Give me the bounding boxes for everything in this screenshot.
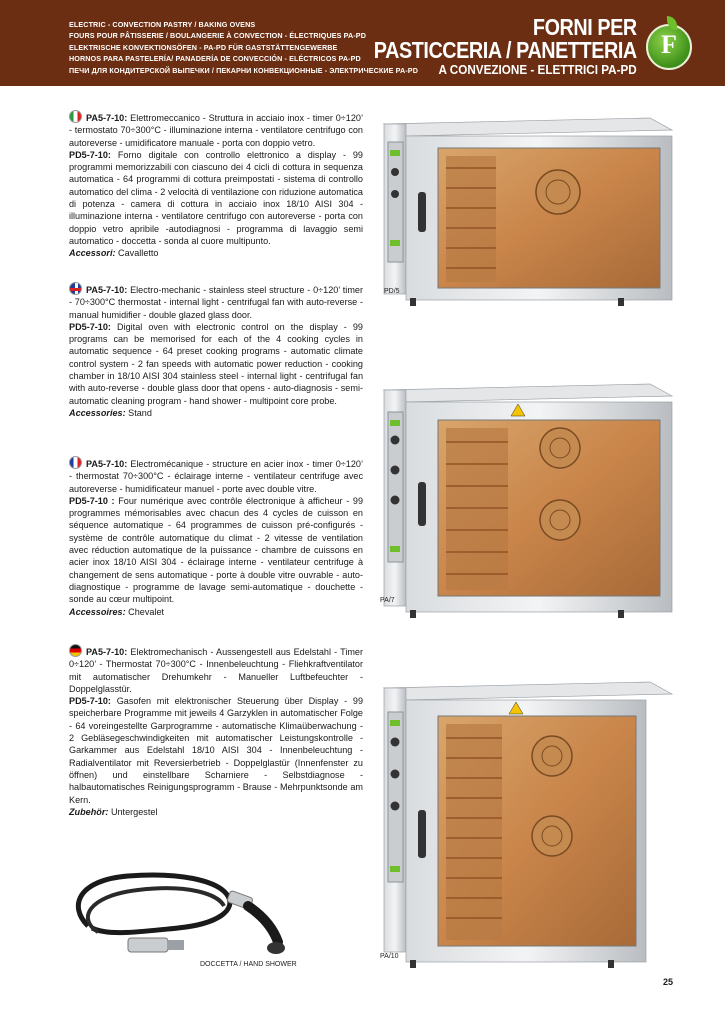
caption-oven-1: PD/5 — [384, 288, 400, 295]
pa-code: PA5-7-10: — [86, 113, 128, 123]
oven-pd5-image — [380, 112, 676, 308]
accessories-value: Chevalet — [128, 606, 165, 617]
pd-description: Gasofen mit elektronischer Steuerung über Display - 99 speicherbare Programme mit jeweils 4 Garzyklen in automatischer Folge - 64 voreingestellte Garprogramme - automatische Klimaüberwachung - 2 Gebläsegeschwindigkeiten mit automatischer Leistungskontrolle - Garkammer aus Edelstahl 18/10 AISI 304 - Innenbeleuchtung - Radialventilator mit Reversierbetrieb - Doppelglastür (Innenfenster zu öffnen) und einstellbare Scharniere - Selbstdiagnose - halbautomatisches Reinigungsprogramm - Brause - Mehrpunktsonde am Kern. — [69, 696, 364, 805]
pa-description: Elettromeccanico - Struttura in acciaio inox - timer 0÷120’ - termostato 70÷300°C - illuminazione interna - ventilatore centrifugo con autoreverse - umidificatore manuale - porta con doppio vetro. — [69, 113, 363, 148]
pa-code: PA5-7-10: — [86, 647, 128, 657]
title-line-1: FORNI PER — [533, 14, 637, 40]
germany-flag-icon — [69, 644, 82, 657]
pd-description: Digital oven with electronic control on the display - 99 programs can be memorised for each of the 4 cooking cycles in automatic sequence - 64 preset cooking programs - automatic climate control system - 2 fan speeds with automatic power reduction - cooking chamber in 18/10 AISI 304 stainless steel - internal light - centrifugal fan with auto-reverse - double glass door that opens - auto-diagnosis - semi-automatic cleaning program - hand shower - multipoint core probe. — [69, 321, 363, 406]
header-line: FOURS POUR PÂTISSERIE / BOULANGERIE À CONVECTION - ÉLECTRIQUES PA-PD — [69, 31, 366, 41]
title-line-3: A CONVEZIONE - ELETTRICI PA-PD — [438, 62, 637, 77]
accessories-value: Untergestel — [110, 806, 158, 817]
brand-logo — [646, 24, 692, 70]
accessories-value: Stand — [128, 407, 152, 418]
section-english — [69, 282, 363, 419]
oven-pa10-image — [380, 676, 676, 972]
section-german — [69, 644, 363, 818]
pd-code: PD5-7-10 : — [69, 495, 115, 506]
header-line: ELECTRIC - CONVECTION PASTRY / BAKING OVENS — [69, 20, 256, 29]
pa-code: PA5-7-10: — [86, 285, 128, 295]
title-line-2: PASTICCERIA / PANETTERIA — [374, 37, 637, 63]
caption-hand-shower: DOCCETTA / HAND SHOWER — [200, 961, 297, 968]
caption-oven-3: PA/10 — [380, 953, 399, 960]
accessories-label: Accessories: — [69, 407, 126, 418]
accessories-label: Accessori: — [69, 248, 116, 259]
pa-description: Electromécanique - structure en acier inox - timer 0÷120’ - thermostat 70÷300°C - éclairage interne - ventilateur centrifuge avec autoreverse - humidificateur manuel - porte avec double vitre. — [69, 459, 363, 494]
accessories-value: Cavalletto — [118, 248, 159, 259]
accessories-label: Zubehör: — [69, 806, 109, 817]
caption-oven-2: PA/7 — [380, 597, 395, 604]
pd-code: PD5-7-10: — [69, 696, 111, 707]
pd-code: PD5-7-10: — [69, 321, 111, 332]
pd-code: PD5-7-10: — [69, 149, 111, 160]
pa-code: PA5-7-10: — [86, 459, 128, 469]
page-title — [331, 16, 637, 78]
pd-description: Four numérique avec contrôle électronique à afficheur - 99 programmes mémorisables avec chacun des 4 cycles de cuisson en séquence automatique - 64 programmes de cuisson pré-configurés - système de contrôle automatique du climat - 2 vitesse de ventilation avec réduction automatique de la puissance - chambre de cuissons en acier inox 18/10 AISI 304 - éclairage interne - ventilateur centrifuge à changement de sens automatique - porte à double vitre ouvrable - auto-diagnostique - programme de lavage semi-automatique - douchette - sonde au cœur multipoint. — [69, 495, 363, 605]
section-italian — [69, 110, 363, 260]
france-flag-icon — [69, 456, 82, 469]
section-french — [69, 456, 363, 618]
italy-flag-icon — [69, 110, 82, 123]
uk-flag-icon — [69, 282, 82, 295]
pa-description: Electro-mechanic - stainless steel structure - 0÷120’ timer - 70÷300°C thermostat - internal light - centrifugal fan with auto-reverse - manual humidifier - double glazed glass door. — [69, 285, 363, 320]
oven-pa7-image — [380, 378, 676, 618]
logo-letter: F — [661, 30, 677, 59]
header-line: ELEKTRISCHE KONVEKTIONSÖFEN - PA-PD FÜR GASTSTÄTTENGEWERBE — [69, 42, 338, 52]
header-line: ПЕЧИ ДЛЯ КОНДИТЕРСКОЙ ВЫПЕЧКИ / ПЕКАРНИ КОНВЕКЦИОННЫЕ - ЭЛЕКТРИЧЕСКИЕ PA-PD — [69, 65, 418, 75]
leaf-icon — [667, 16, 677, 30]
page-number: 25 — [663, 977, 674, 987]
accessories-label: Accessoires: — [69, 606, 126, 617]
pa-description: Elektromechanisch - Aussengestell aus Edelstahl - Timer 0÷120’ - Thermostat 70÷300°C - Innenbeleuchtung - Fliehkraftventilator mit automatischer Drehumkehr - Manueller Luftbefeuchter - Doppelglasstür. — [69, 647, 364, 694]
hand-shower-image — [68, 866, 288, 962]
page-header — [0, 0, 725, 86]
pd-description: Forno digitale con controllo elettronico a display - 99 programmi memorizzabili con ciascuno dei 4 cicli di cottura in sequenza automatica - 64 programmi di cottura preimpostati - sistema di controllo automatico del clima - 2 velocità di ventilazione con riduzione automatica di potenza - camera di cottura in acciaio inox 18/10 AISI 304 - illuminazione interna - ventilatore centrifugo con autoreverse - porta con doppio vetro apribile -autodiagnosi - programma di lavaggio semi automatico - doccetta - sonda al cuore multipunto. — [69, 149, 363, 246]
header-line: HORNOS PARA PASTELERÍA/ PANADERÍA DE CONVECCIÓN - ELÉCTRICOS PA-PD — [69, 54, 361, 64]
